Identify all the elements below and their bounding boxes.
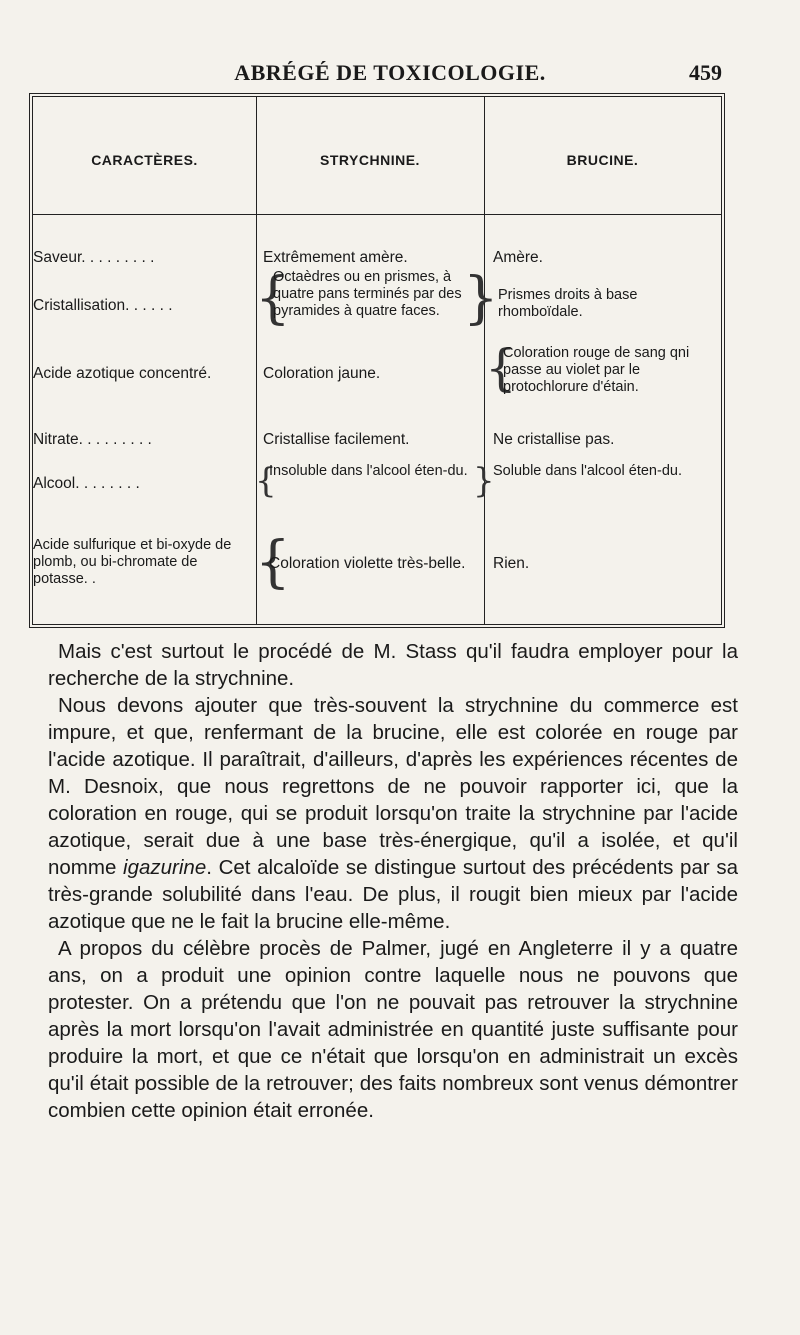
row-alcool-strychnine: Insoluble dans l'alcool éten-du. (269, 463, 468, 479)
paragraph: A propos du célèbre procès de Palmer, jugé en Angleterre il y a quatre ans, on a produit une opinion contre laquelle nous ne pouvons que protester. On a prétendu que l'on ne pouvait pas retrouver la strychnine après la mort lorsqu'on l'avait administrée en quantité juste suffisante pour produire la mort, et que ce n'était que lorsqu'on en administrait un excès qu'il était possible de la retrouver; des faits nombreux sont venus démontrer combien cette opinion était erronée. (48, 937, 738, 1122)
page-number: 459 (689, 60, 722, 85)
paragraph-text: . Cet alcaloïde se distingue surtout des précédents par sa très-grande solubilité dans l'eau. De plus, il rougit bien mieux par l'acide azotique que ne le fait la brucine elle-même. (48, 856, 738, 933)
row-acide-sulfurique-brucine: Rien. (493, 555, 530, 572)
column-header-brucine: BRUCINE. (566, 152, 639, 168)
row-acide-azotique-strychnine: Coloration jaune. (263, 365, 381, 382)
row-saveur-strychnine: Extrêmement amère. (263, 249, 408, 266)
row-acide-azotique-label: Acide azotique concentré. (33, 365, 212, 382)
row-cristallisation-strychnine: Octaèdres ou en prismes, à quatre pans terminés par des pyramides à quatre faces. (273, 269, 462, 319)
row-acide-azotique-brucine: Coloration rouge de sang qni passe au violet par le protochlorure d'étain. (503, 345, 690, 395)
main-text (48, 638, 738, 1124)
paragraph: Mais c'est surtout le procédé de M. Stass qu'il faudra employer pour la recherche de la strychnine. (48, 640, 738, 690)
page-header (0, 60, 800, 90)
brace-right: } (463, 266, 499, 331)
paragraph-text: Nous devons ajouter que très-souvent la strychnine du commerce est impure, et que, renfermant de la brucine, elle est colorée en rouge par l'acide azotique. Il paraîtrait, d'ailleurs, d'après les expériences récentes de M. Desnoix, que nous regrettons de ne pouvoir rapporter ici, que la coloration en rouge, qui se produit lorsqu'on traite la strychnine par l'acide azotique, serait due à une base très-énergique, qu'il a isolée, et qu'il nomme (48, 694, 738, 879)
column-header-strychnine: STRYCHNINE. (320, 152, 420, 168)
row-saveur-brucine: Amère. (493, 249, 543, 266)
header-rule (33, 214, 721, 215)
paragraph (48, 692, 738, 935)
row-nitrate-strychnine: Cristallise facilement. (263, 431, 410, 448)
row-cristallisation-label: Cristallisation. . . . . . (33, 297, 173, 314)
row-alcool-label: Alcool. . . . . . . . (33, 475, 140, 492)
row-nitrate-brucine: Ne cristallise pas. (493, 431, 615, 448)
row-alcool-brucine: Soluble dans l'alcool éten-du. (493, 463, 682, 479)
column-header-caracteres: CARACTÈRES. (91, 152, 198, 168)
row-saveur-label: Saveur. . . . . . . . . (33, 249, 155, 266)
brace-left: { (255, 530, 291, 595)
brace-right: } (473, 461, 495, 501)
brace-left: { (255, 461, 277, 501)
brace-left: { (485, 339, 517, 397)
row-nitrate-label: Nitrate. . . . . . . . . (33, 431, 152, 448)
comparison-table (32, 96, 722, 625)
brace-left: { (255, 266, 291, 331)
italic-term: igazurine (123, 856, 207, 879)
row-cristallisation-brucine: Prismes droits à base rhomboïdale. (498, 287, 638, 320)
row-acide-sulfurique-strychnine: Coloration violette très-belle. (269, 555, 466, 572)
running-title: ABRÉGÉ DE TOXICOLOGIE. (234, 60, 546, 85)
row-acide-sulfurique-label: Acide sulfurique et bi-oxyde de plomb, ou bi-chromate de potasse. . (33, 537, 232, 587)
